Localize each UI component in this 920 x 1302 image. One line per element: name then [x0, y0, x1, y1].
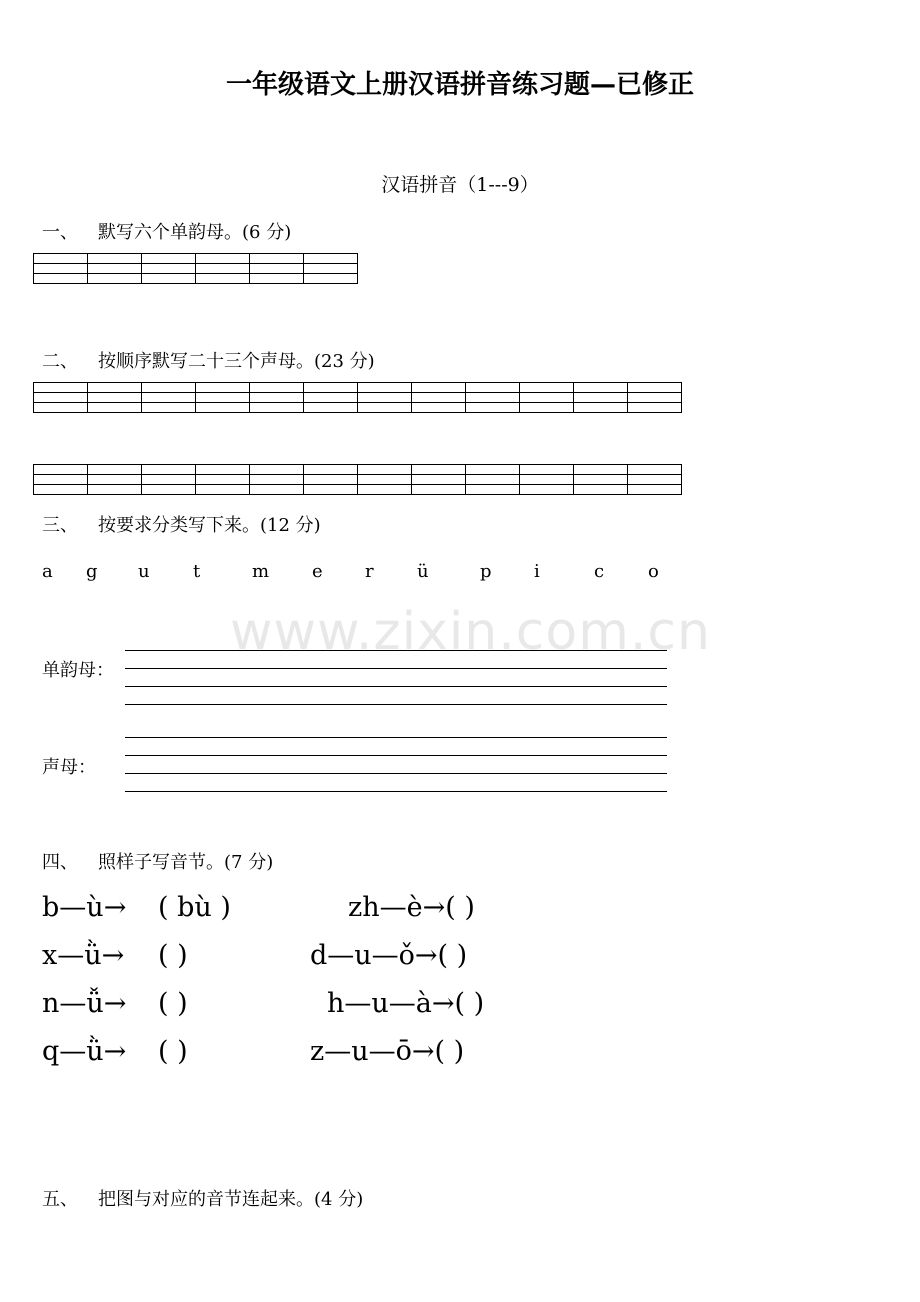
- answer-line[interactable]: [125, 791, 667, 792]
- initials-writing-grid-1[interactable]: [33, 382, 682, 413]
- syllable-answer[interactable]: ( ): [158, 1036, 188, 1067]
- question-3-number: 三、: [42, 515, 78, 536]
- initial: b: [42, 892, 60, 923]
- arrow-icon: →: [103, 892, 127, 923]
- question-4-number: 四、: [42, 852, 78, 873]
- final: —ǜ→: [59, 1036, 127, 1067]
- syllable-answer[interactable]: ( ): [158, 940, 188, 971]
- answer-line[interactable]: [125, 773, 667, 774]
- syllable-exercise-left: [42, 940, 124, 971]
- syllable-exercise-right[interactable]: zh—è→( ): [348, 892, 475, 923]
- final: —ǚ→: [59, 988, 127, 1019]
- initial: q: [42, 1036, 60, 1067]
- syllable-answer[interactable]: ( ): [158, 988, 188, 1019]
- vowel-writing-grid[interactable]: [33, 253, 358, 284]
- letter-item: t: [193, 561, 201, 582]
- syllable-exercise-left: [42, 988, 126, 1019]
- letter-item: e: [312, 561, 323, 582]
- question-1-text: 默写六个单韵母。(6 分): [98, 222, 292, 243]
- answer-line[interactable]: [125, 737, 667, 738]
- syllable-exercise-right[interactable]: d—u—ǒ→( ): [310, 940, 468, 971]
- syllable-example-left: [42, 892, 126, 923]
- question-2: [42, 347, 375, 373]
- question-4-text: 照样子写音节。(7 分): [98, 852, 274, 873]
- syllable-exercise-right[interactable]: z—u—ō→( ): [310, 1036, 465, 1067]
- question-1-number: 一、: [42, 222, 78, 243]
- answer-line[interactable]: [125, 650, 667, 651]
- question-1: [42, 218, 291, 244]
- watermark: www.zixin.com.cn: [230, 602, 711, 662]
- initial: x: [42, 940, 58, 971]
- final: —ù: [59, 892, 104, 923]
- vowels-label: 单韵母：: [42, 660, 114, 681]
- question-3: [42, 511, 321, 537]
- letter-item: ü: [417, 561, 429, 582]
- question-3-text: 按要求分类写下来。(12 分): [98, 515, 321, 536]
- question-2-number: 二、: [42, 351, 78, 372]
- letter-item: r: [365, 561, 374, 582]
- syllable-exercise-left: [42, 1036, 126, 1067]
- initials-writing-grid-2[interactable]: [33, 464, 682, 495]
- question-5: [42, 1185, 363, 1211]
- letter-item: o: [648, 561, 659, 582]
- answer-line[interactable]: [125, 668, 667, 669]
- letter-item: a: [42, 561, 53, 582]
- question-2-text: 按顺序默写二十三个声母。(23 分): [98, 351, 375, 372]
- page-title: 一年级语文上册汉语拼音练习题—已修正: [225, 70, 694, 100]
- letter-item: m: [252, 561, 270, 582]
- initial: n: [42, 988, 60, 1019]
- letter-item: u: [138, 561, 150, 582]
- initials-label: 声母：: [42, 757, 96, 778]
- answer-line[interactable]: [125, 686, 667, 687]
- letter-item: c: [594, 561, 605, 582]
- final: —ǜ→: [57, 940, 125, 971]
- section-subtitle: 汉语拼音（1---9）: [381, 174, 539, 196]
- letter-item: g: [86, 561, 98, 582]
- question-5-text: 把图与对应的音节连起来。(4 分): [98, 1189, 364, 1210]
- letter-item: i: [534, 561, 540, 582]
- question-5-number: 五、: [42, 1189, 78, 1210]
- question-4: [42, 848, 273, 874]
- syllable-exercise-right[interactable]: h—u—à→( ): [327, 988, 485, 1019]
- letter-item: p: [480, 561, 492, 582]
- answer-line[interactable]: [125, 704, 667, 705]
- answer-line[interactable]: [125, 755, 667, 756]
- syllable-answer[interactable]: ( bù ): [158, 892, 231, 923]
